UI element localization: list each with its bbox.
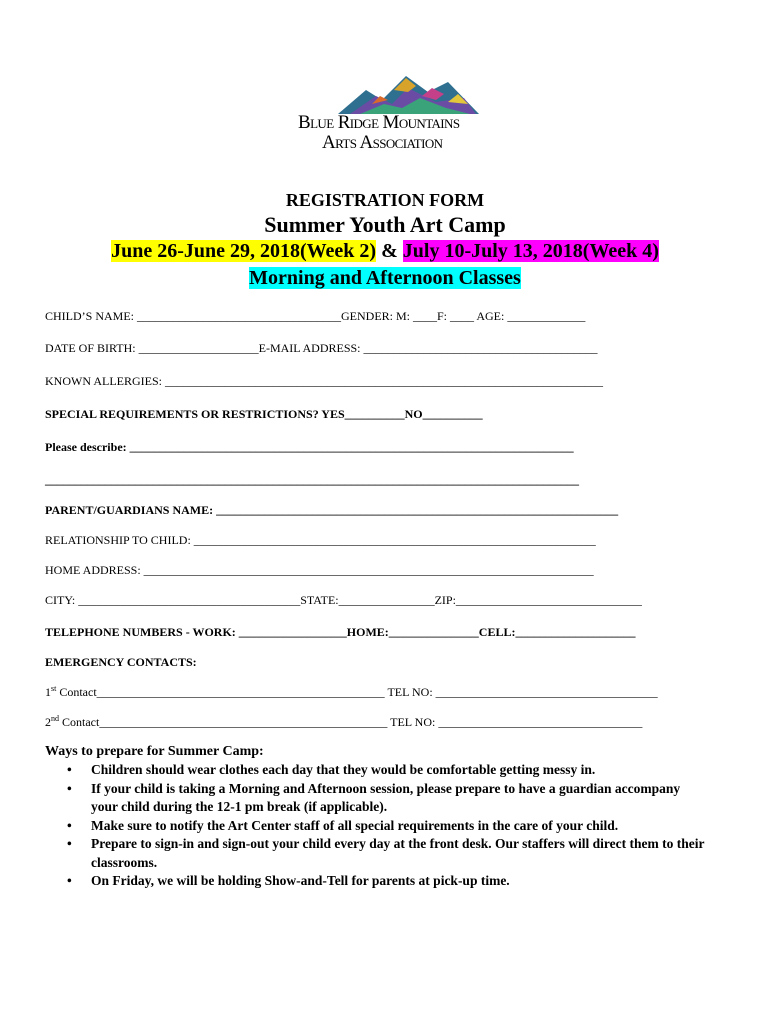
- contact2-suffix: nd: [51, 714, 59, 723]
- list-item-text: Children should wear clothes each day that they would be comfortable getting messy in.: [91, 762, 596, 777]
- bullet-icon: •: [67, 762, 72, 777]
- dob-email-field[interactable]: DATE OF BIRTH: ____________________E-MAIL ADDRESS: _______________________________________: [45, 341, 598, 355]
- bullet-icon: •: [67, 780, 72, 796]
- camp-title: Summer Youth Art Camp: [264, 212, 506, 237]
- telephone-field[interactable]: TELEPHONE NUMBERS - WORK: __________________HOME:_______________CELL:____________________: [45, 625, 636, 639]
- ampersand: &: [376, 240, 403, 262]
- classes-line: [0, 267, 770, 290]
- bullet-icon: •: [67, 873, 72, 888]
- mountain-logo-icon: [336, 70, 481, 118]
- describe-field-line2[interactable]: _________________________________________________________________________________________: [45, 473, 579, 487]
- logo: [296, 70, 486, 154]
- week2-dates: June 26-June 29, 2018(Week 2): [111, 240, 377, 262]
- contact2-line: Contact________________________________________________ TEL NO: __________________________________: [59, 715, 643, 729]
- list-item: [67, 761, 705, 780]
- dates-line: [0, 240, 770, 263]
- classes-title: Morning and Afternoon Classes: [249, 267, 521, 289]
- child-name-field[interactable]: CHILD’S NAME: __________________________________GENDER: M: ____F: ____ AGE: _____________: [45, 309, 586, 323]
- describe-field[interactable]: Please describe: __________________________________________________________________________: [45, 440, 574, 454]
- bullet-icon: •: [67, 817, 72, 833]
- contact1-number: 1: [45, 685, 51, 699]
- city-state-zip-field[interactable]: CITY: _____________________________________STATE:________________ZIP:_______________________________: [45, 593, 642, 607]
- emergency-contact-1-field[interactable]: [45, 684, 658, 700]
- contact1-suffix: st: [51, 684, 57, 693]
- prep-section: [45, 744, 705, 891]
- emergency-contacts-heading: EMERGENCY CONTACTS:: [45, 655, 197, 669]
- list-item-text: Make sure to notify the Art Center staff of all special requirements in the care of your child.: [91, 817, 619, 833]
- list-item-text: Prepare to sign-in and sign-out your child every day at the front desk. Our staffers will direct them to their classrooms.: [91, 836, 705, 870]
- list-item-text: If your child is taking a Morning and Afternoon session, please prepare to have a guardian accompany your child during the 12-1 pm break (if applicable).: [91, 780, 681, 814]
- list-item: [67, 817, 705, 836]
- list-item-text: On Friday, we will be holding Show-and-Tell for parents at pick-up time.: [91, 873, 510, 888]
- home-address-field[interactable]: HOME ADDRESS: ___________________________________________________________________________: [45, 563, 594, 577]
- special-requirements-field[interactable]: SPECIAL REQUIREMENTS OR RESTRICTIONS? YES__________NO__________: [45, 407, 483, 421]
- list-item: [67, 872, 705, 891]
- allergies-field[interactable]: KNOWN ALLERGIES: _________________________________________________________________________: [45, 374, 603, 388]
- list-item: [67, 780, 705, 817]
- bullet-icon: •: [67, 836, 72, 851]
- contact2-number: 2: [45, 715, 51, 729]
- prep-list: [45, 761, 705, 891]
- relationship-field[interactable]: RELATIONSHIP TO CHILD: ___________________________________________________________________: [45, 533, 596, 547]
- list-item: [67, 835, 705, 872]
- form-title: REGISTRATION FORM: [285, 190, 485, 210]
- emergency-contact-2-field[interactable]: [45, 714, 642, 730]
- prep-heading: Ways to prepare for Summer Camp:: [45, 744, 264, 759]
- logo-text-line2: Arts Association: [322, 132, 443, 153]
- logo-text-line1: Blue Ridge Mountains: [298, 112, 460, 133]
- parent-name-field[interactable]: PARENT/GUARDIANS NAME: ___________________________________________________________________: [45, 503, 619, 517]
- contact1-line: Contact________________________________________________ TEL NO: _____________________________________: [56, 685, 658, 699]
- week4-dates: July 10-July 13, 2018(Week 4): [402, 240, 659, 262]
